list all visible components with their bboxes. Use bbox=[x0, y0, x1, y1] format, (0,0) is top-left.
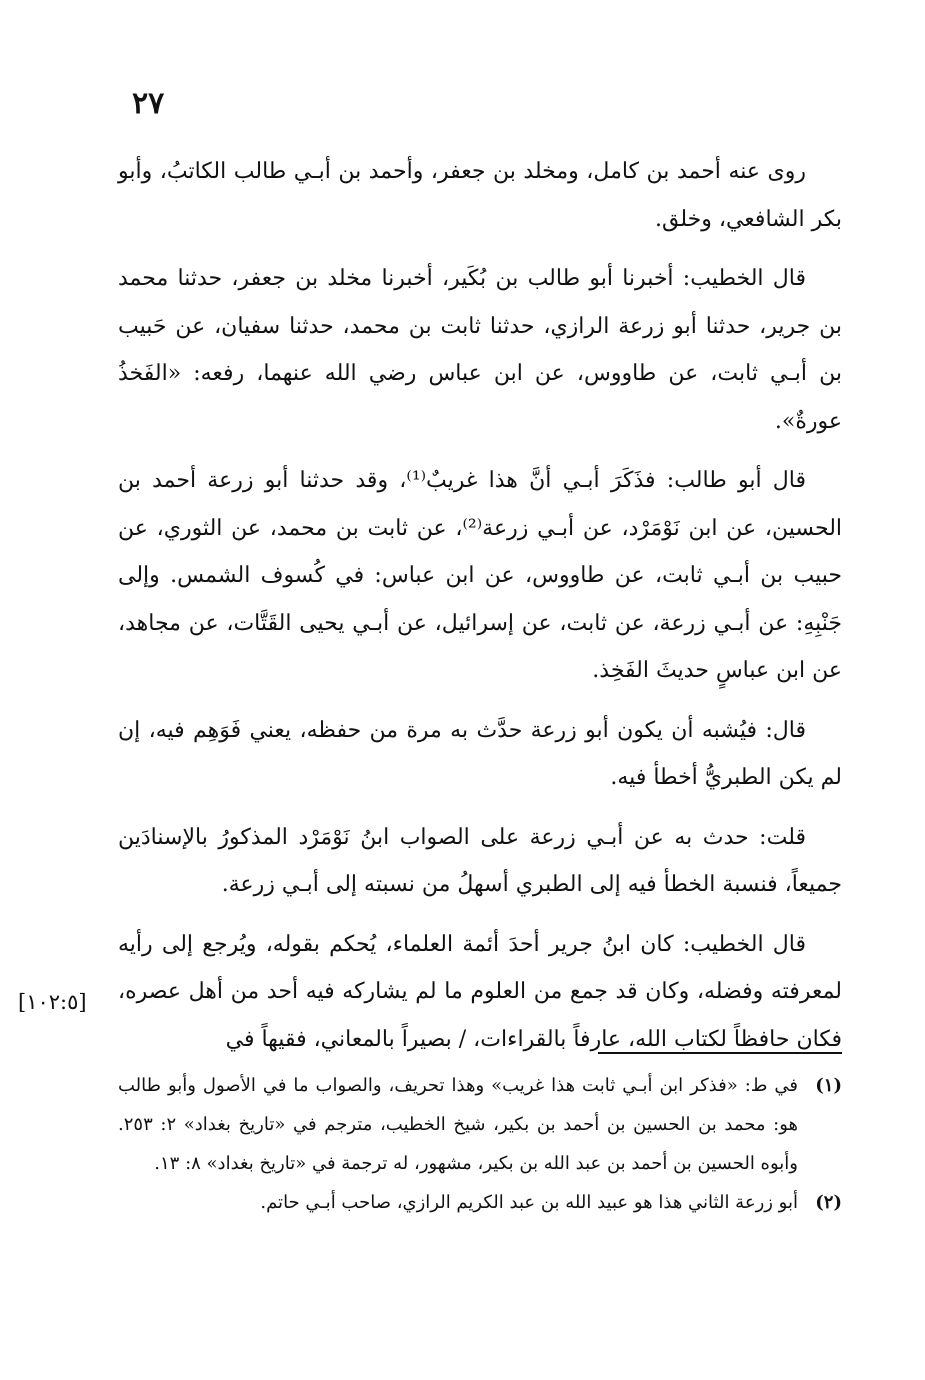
footnote-2 bbox=[118, 1183, 842, 1222]
footnote-rule bbox=[598, 1052, 842, 1054]
footnote-1 bbox=[118, 1066, 842, 1183]
paragraph-5: قلت: حدث به عن أبـي زرعة على الصواب ابنُ نَوْمَرْد المذكورُ بالإسنادَين جميعاً، فنسبة الخطأ فيه إلى الطبري أسهلُ من نسبته إلى أبـي زرعة. bbox=[118, 824, 842, 897]
paragraph-2: قال الخطيب: أخبرنا أبو طالب بن بُكَير، أخبرنا مخلد بن جعفر، حدثنا محمد بن جرير، حدثنا أبو زرعة الرازي، حدثنا ثابت بن محمد، حدثنا سفيان، عن حَبيب بن أبـي ثابت، عن طاووس، عن ابن عباس رضي الله عنهما، رفعه: «الفَخذُ عورةٌ». bbox=[118, 266, 842, 434]
margin-reference: [١٠٢:٥] bbox=[18, 990, 87, 1014]
paragraph-4: قال: فيُشبه أن يكون أبو زرعة حدَّث به مرة من حفظه، يعني فَوَهِم فيه، إن لم يكن الطبريُّ أخطأ فيه. bbox=[118, 717, 842, 790]
paragraph-1: روى عنه أحمد بن كامل، ومخلد بن جعفر، وأحمد بن أبـي طالب الكاتبُ، وأبو بكر الشافعي، وخلق. bbox=[118, 159, 842, 232]
footnote-number: (١) bbox=[815, 1075, 842, 1096]
main-text bbox=[118, 148, 842, 1075]
page-number: ٢٧ bbox=[132, 86, 165, 121]
footnote-text: في ط: «فذكر ابن أبـي ثابت هذا غريب» وهذا تحريف، والصواب ما في الأصول وأبو طالب هو: محمد بن الحسين بن أحمد بن بكير، شيخ الخطيب، مترجم في «تاريخ بغداد» ٢: ٢٥٣. وأبوه الحسين بن أحمد بن عبد الله بن بكير، مشهور، له ترجمة في «تاريخ بغداد» ٨: ١٣. bbox=[118, 1075, 799, 1174]
footnote-text: أبو زرعة الثاني هذا هو عبيد الله بن عبد الكريم الرازي، صاحب أبـي حاتم. bbox=[260, 1192, 798, 1213]
footnote-number: (٢) bbox=[815, 1192, 842, 1213]
paragraph-3: قال أبو طالب: فذَكَرَ أبـي أنَّ هذا غريبٌ⁽¹⁾، وقد حدثنا أبو زرعة أحمد بن الحسين، عن ابن نَوْمَرْد، عن أبـي زرعة⁽²⁾، عن ثابت بن محمد، عن الثوري، عن حبيب بن أبـي ثابت، عن طاووس، عن ابن عباس: في كُسوف الشمس. وإلى جَنْبِهِ: عن أبـي زرعة، عن ثابت، عن إسرائيل، عن أبـي يحيى القَتَّات، عن مجاهد، عن ابن عباسٍ حديثَ الفَخِذ. bbox=[118, 468, 843, 683]
footnotes bbox=[118, 1066, 842, 1222]
paragraph-6: قال الخطيب: كان ابنُ جرير أحدَ أئمة العلماء، يُحكم بقوله، ويُرجع إلى رأيه لمعرفته وفضله، وكان قد جمع من العلوم ما لم يشاركه فيه أحد من أهل عصره، فكان حافظاً لكتاب الله، عارفاً بالقراءات، / بصيراً بالمعاني، فقيهاً في bbox=[118, 931, 842, 1052]
